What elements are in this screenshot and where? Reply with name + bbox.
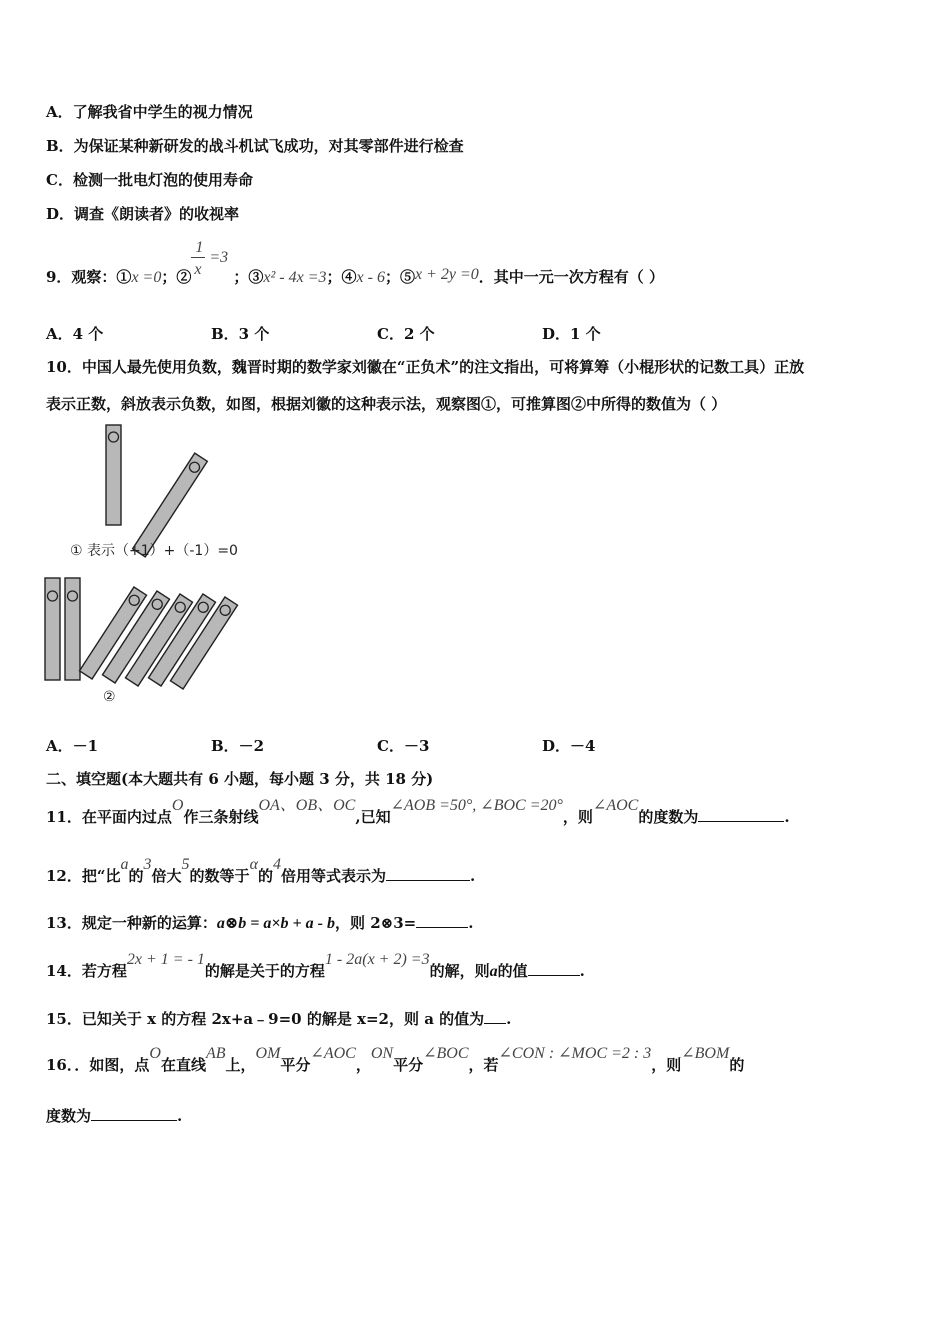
- q9-option-a: A．4 个: [46, 325, 104, 343]
- figure1-rods: [106, 425, 207, 557]
- upright-rod: [65, 578, 80, 680]
- q10-option-c: C．－3: [377, 737, 430, 755]
- upright-rod: [45, 578, 60, 680]
- q16-line2: 度数为 .: [46, 1107, 183, 1125]
- q10-option-a: A．－1: [46, 737, 99, 755]
- q9-fraction: 1 x =3: [191, 262, 233, 282]
- upright-rod: [106, 425, 121, 525]
- q11: 11．在平面内过点O作三条射线OA、OB、OC,已知∠AOB =50°, ∠BOC =20°，则∠AOC的度数为 .: [46, 797, 790, 826]
- figure1-caption: ① 表示（+1）+（-1）=0: [70, 543, 238, 559]
- answer-blank: [416, 913, 468, 928]
- q8-option-a: A．了解我省中学生的视力情况: [46, 103, 253, 121]
- q10-line1: 10．中国人最先使用负数，魏晋时期的数学家刘徽在“正负术”的注文指出，可将算筹（小棍形状的记数工具）正放: [46, 358, 805, 376]
- section-heading: 二、填空题(本大题共有 6 小题，每小题 3 分，共 18 分): [46, 770, 434, 788]
- q10-option-b: B．－2: [211, 737, 265, 755]
- answer-blank: [698, 807, 784, 822]
- q13: 13．规定一种新的运算：a⊗b = a×b + a - b，则 2⊗3= .: [46, 914, 474, 932]
- q9-eq3: x² - 4x =3: [263, 269, 327, 286]
- q9-option-c: C．2 个: [377, 325, 435, 343]
- q8-option-d: D．调查《朗读者》的收视率: [46, 205, 240, 223]
- q8-option-c: C．检测一批电灯泡的使用寿命: [46, 171, 253, 189]
- figure2-caption: ②: [103, 689, 116, 705]
- q9-stem: 9．观察：①x =0；② 1 x =3 ；③x² - 4x =3；④x - 6；⑤x + 2y =0．其中一元一次方程有（ ）: [46, 239, 665, 286]
- q14: 14．若方程2x + 1 = - 1的解是关于的方程1 - 2a(x + 2) =3的解，则a的值 .: [46, 951, 585, 980]
- q16: 16．．如图，点O在直线AB上，OM平分∠AOC，ON平分∠BOC，若∠CON : ∠MOC =2 : 3，则∠BOM的: [46, 1045, 745, 1074]
- q9-eq5: x + 2y =0: [414, 266, 479, 283]
- q8-option-b: B．为保证某种新研发的战斗机试飞成功，对其零部件进行检查: [46, 137, 464, 155]
- q12: 12．把“比a的3倍大5的数等于α的4倍用等式表示为 .: [46, 856, 476, 885]
- q10-option-d: D．－4: [542, 737, 596, 755]
- answer-blank: [91, 1106, 177, 1121]
- answer-blank: [386, 866, 470, 881]
- q15: 15．已知关于 x 的方程 2x+a﹣9=0 的解是 x=2，则 a 的值为 .: [46, 1010, 512, 1028]
- answer-blank: [528, 961, 580, 976]
- answer-blank: [484, 1009, 506, 1024]
- q9-option-b: B．3 个: [211, 325, 270, 343]
- q9-eq4: x - 6: [356, 269, 385, 286]
- q10-line2: 表示正数，斜放表示负数，如图，根据刘徽的这种表示法，观察图①，可推算图②中所得的数值为（ ）: [46, 395, 727, 413]
- figure2-rods: [45, 578, 238, 689]
- q9-eq1: x =0: [131, 269, 162, 286]
- q9-option-d: D．1 个: [542, 325, 601, 343]
